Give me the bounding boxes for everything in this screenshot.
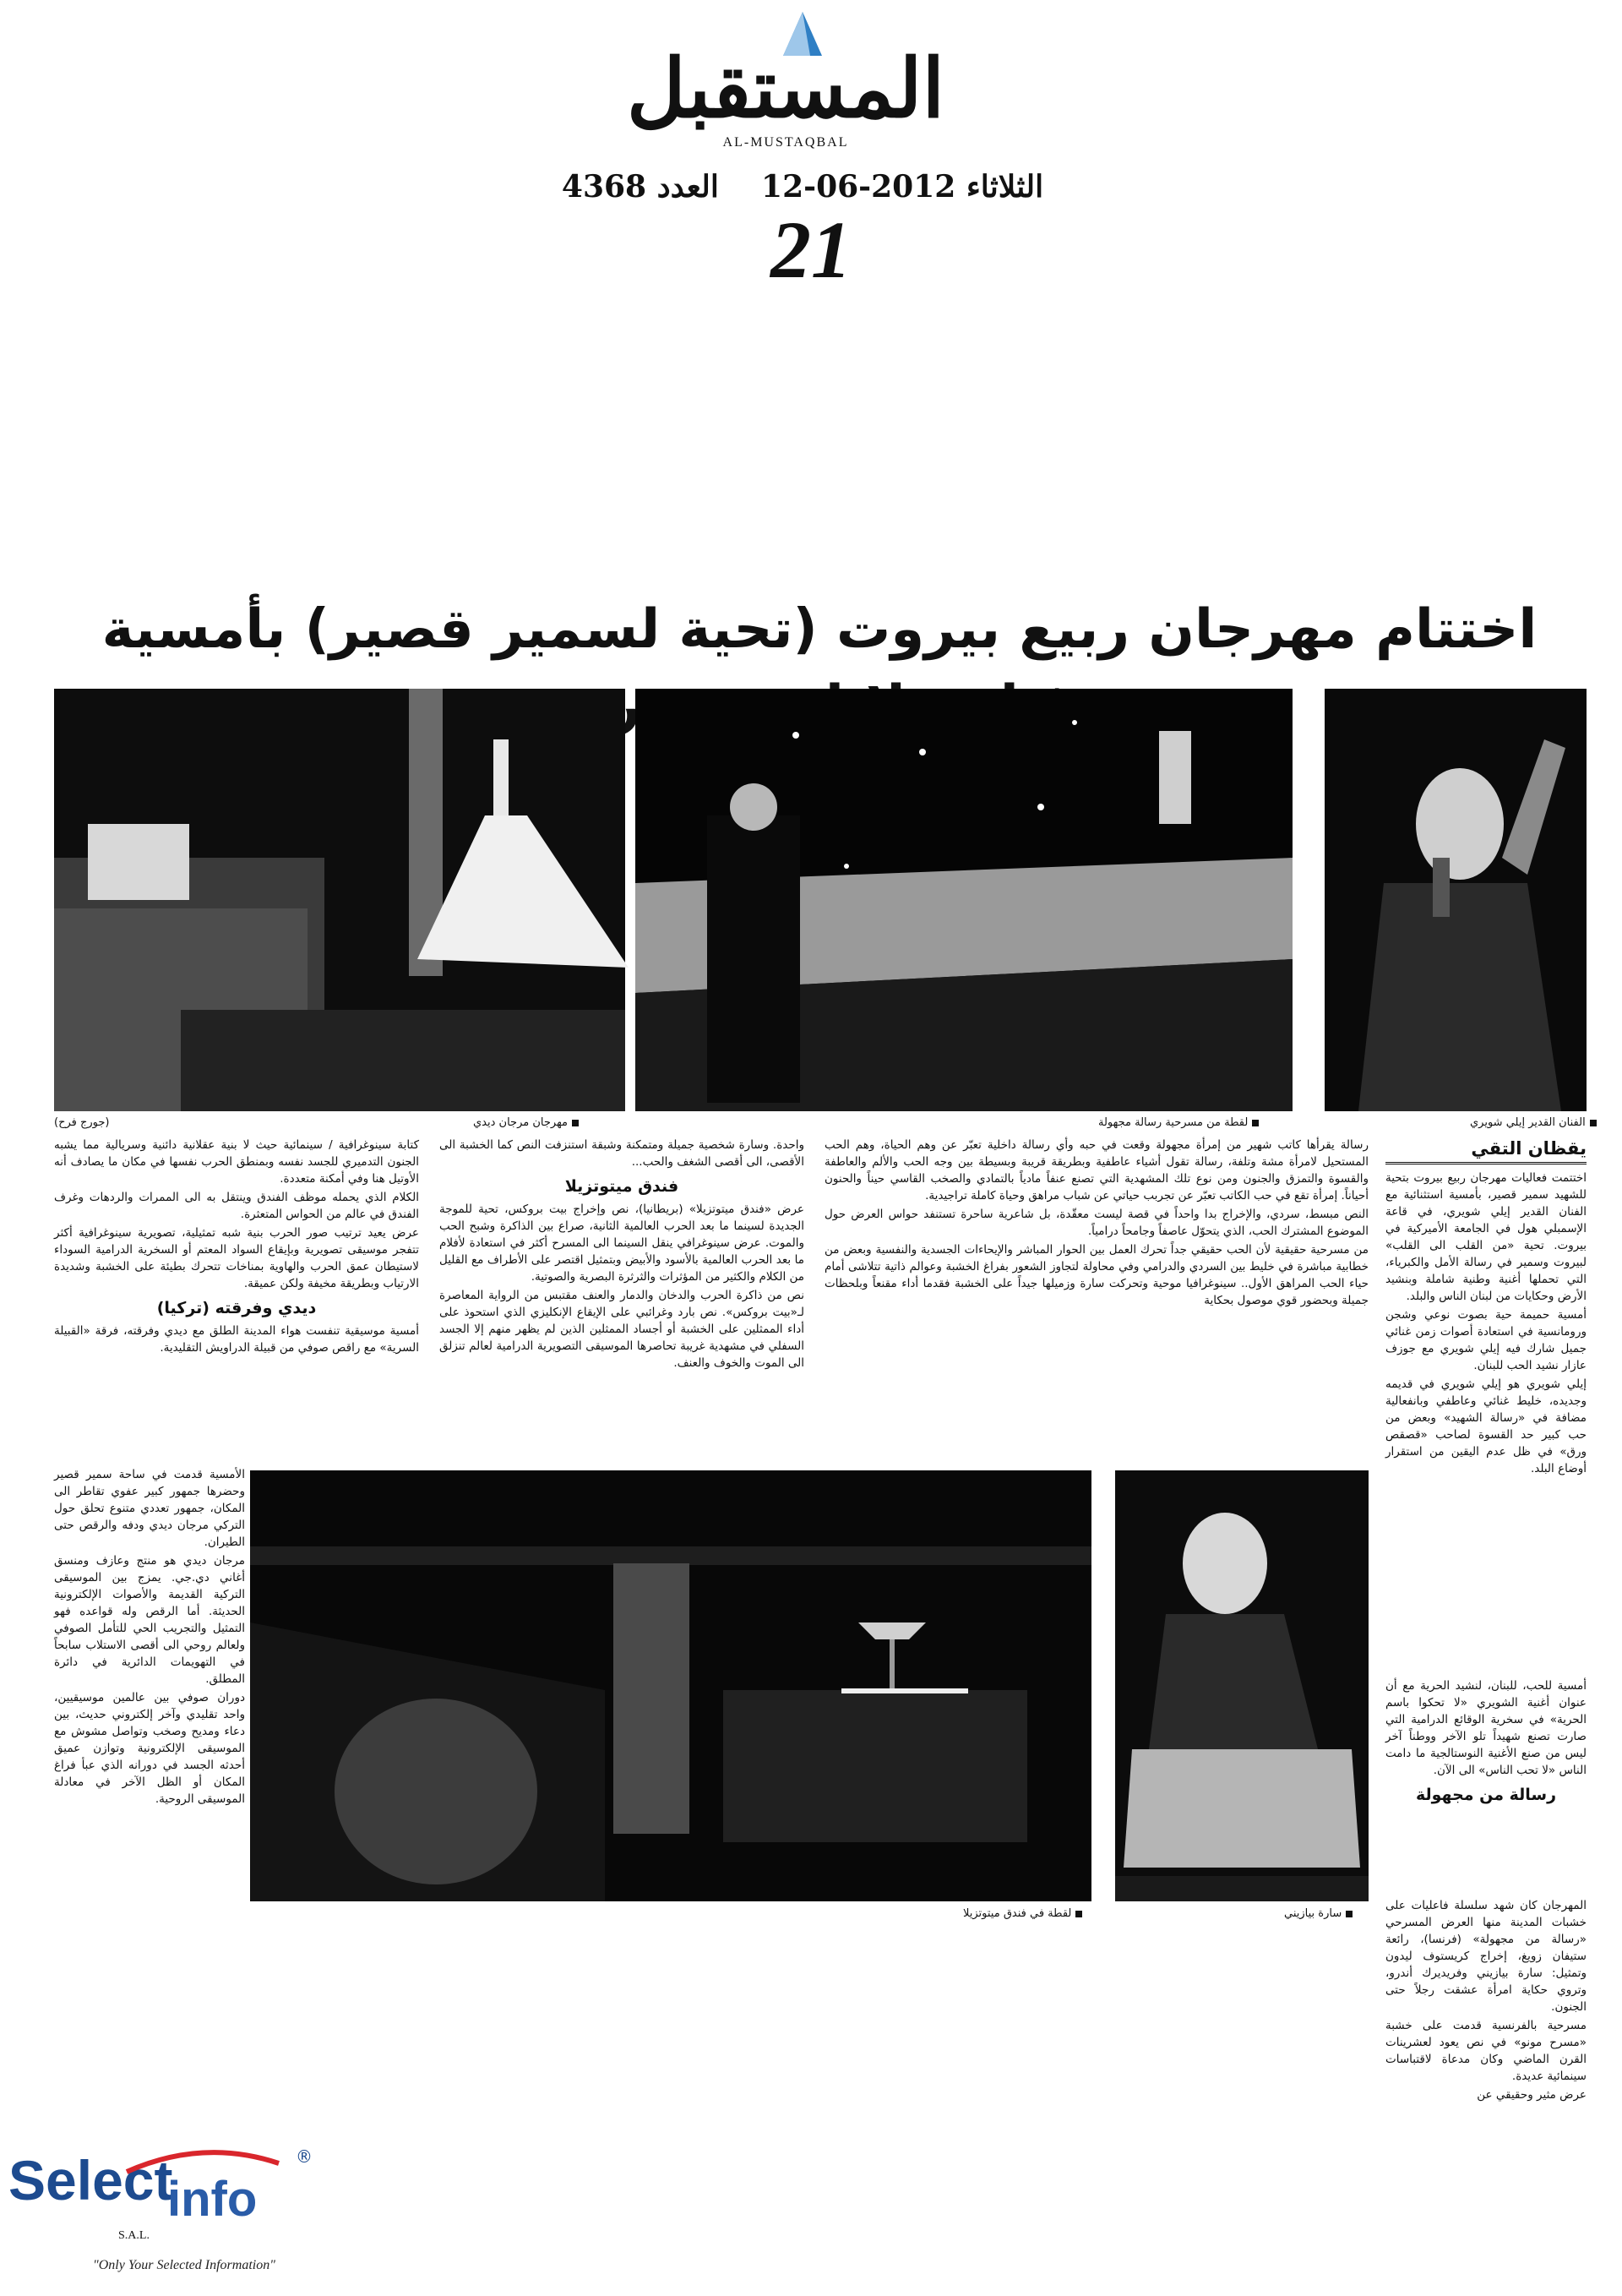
byline: يقظان التقي [1471, 1138, 1587, 1159]
paragraph: دوران صوفي بين عالمين موسيقيين، واحد تقليدي وآخر إلكتروني حديث، بين دعاء ومديح وصخب وتواصل مشوش مع الموسيقى الإلكترونية وتوازن عميق أحدثه الجسد في دورانه الذي عبأ فراغ المكان أو الظل الآخر في معادلة الموسيقى الروحية. [54, 1691, 245, 1806]
bullet-icon [1252, 1120, 1259, 1126]
article-column-3 [439, 1137, 804, 1466]
paragraph: واحدة. وسارة شخصية جميلة ومتمكنة وشبقة استنزفت النص كما الخشبة الى الأقصى، الى أقصى الشغف والحب... [439, 1138, 804, 1169]
photo-elie-choueiri [1325, 689, 1587, 1111]
bullet-icon [1346, 1911, 1353, 1917]
bullet-icon [1590, 1120, 1597, 1126]
logo-registered-mark: ® [296, 2146, 313, 2167]
logo-info-word: info [167, 2172, 258, 2227]
photo-credit: (جورج فرح) [54, 1116, 110, 1129]
bullet-icon [572, 1120, 579, 1126]
issue-date: 12-06-2012 [761, 169, 956, 205]
paragraph: عرض «فندق ميتوتزيلا» (بريطانيا)، نص وإخراج بيت بروكس، تحية للموجة الجديدة لسينما ما بعد الحرب العالمية الثانية، صراع بين الذاكرة وشبح الحب والموت. عرض سينوغرافي ينقل السينما الى المسرح أكثر في استعادة لأفلام ما بعد الحرب العالمية بالأسود والأبيض وبتمثيل اقتصر على الأطراف مع القليل من الكلام والكثير من المؤثرات والثرثرة البصرية والصوتية. [439, 1203, 804, 1284]
photo1-caption: الفنان القدير إيلي شويري [1470, 1115, 1597, 1131]
paragraph: رسالة يقرأها كاتب شهير من إمرأة مجهولة وقعت في حبه وأي رسالة داخلية تعبّر عن وهم الحياة، وهم الحب المستحيل لامرأة مشة وتلفة، رسالة تقول أشياء عاطفية وبطريقة قريبة وبسيطة بين وجه الحب والألم والعاطفة والقسوة والتمزق والجنون ومن نوع تلك المشهدية التي تصنع عنفاً مادياً بالتمادي والصخب القاسي حيناً والحنون أحياناً. إمرأة تقع في حب الكاتب تعبّر عن تجربب حياتي عن شباب مراهق وحياة كاملة تراجيدية. [825, 1138, 1369, 1203]
subheading-anonymous-letter: رسالة من مجهولة [1415, 1786, 1557, 1804]
select-info-logo [8, 2146, 329, 2290]
paragraph: عرض مثير وحقيقي عن [1477, 2088, 1587, 2102]
masthead-title: المستقبل [626, 41, 945, 136]
paragraph: النص مبسط، سردي، والإخراج بدا واحداً في قصة ليست معقّدة، بل شاعرية ساحرة تستنفد حواس العرض حول الموضوع المشترك الحب، الذي يتحوّل عاصفاً وجامحاً درامياً. [825, 1208, 1369, 1238]
paragraph: من مسرحية حقيقية لأن الحب حقيقي جداً تحرك العمل بين الحوار المباشر والإيحاءات الجسدية والنفسية وبعض من خطابية مباشرة في خليط بين السردي والدرامي وفي محاولة لتجاوز الشعور بفراغ الخشبة وعوالم ذاتية تتلاشى أمام حياء الحب المراهق الأول.. سينوغرافيا موحية وتحركت سارة وزميلها جيداً على الخشبة فقدما أداء مقنعاً وبلحظات جميلة وبحضور قوي موصول بحكاية [825, 1243, 1369, 1307]
headline: اختتام مهرجان ربيع بيروت (تحية لسمير قصير) بأمسية [101, 598, 1538, 661]
paragraph: مرجان ديدي هو منتج وعازف ومنسق أغاني دي.جي. يمزج بين الموسيقى التركية القديمة والأصوات الإلكترونية الحديثة. أما الرقص وله قواعده فهو التمثيل والتجريب الحي للتأمل الصوفي ولعالم روحي الى أقصى الاستلاب سابحاً في التهويمات الدائرية في دائرة المطلق. [54, 1554, 245, 1686]
photo5-caption: لقطة في فندق ميتوتزيلا [963, 1906, 1082, 1922]
article-column-4 [54, 1137, 419, 1466]
masthead-latin: AL-MUSTAQBAL [722, 135, 849, 150]
paragraph: أمسية حميمة حية بصوت نوعي وشجن ورومانسية في استعادة أصوات زمن غنائي جميل شارك فيه إيلي شويري مع جوزف عازار نشيد الحب للبنان. [1385, 1308, 1587, 1372]
subheading-didi: ديدي وفرقته (تركيا) [156, 1299, 317, 1317]
masthead [591, 8, 980, 156]
photo2-caption: لقطة من مسرحية رسالة مجهولة [1098, 1115, 1259, 1131]
paragraph: كتابة سينوغرافية / سينمائية حيث لا بنية عقلانية دائنية وسريالية مما يشبه الجنون التدميري للجسد نفسه وبمنطق الحرب نفسها في مكان ما يصادف أنه الأوتيل هنا وفي أمكنة متعددة. [54, 1138, 419, 1186]
paragraph: عرض يعيد ترتيب صور الحرب بنية شبه تمثيلية، تصويرية سينوغرافية أكثر تتفجر موسيقى تصويرية وبإيقاع السواد المعتم أو السخرية الدرامية السوداء لاستيطان عمق الحرب والهاوية بمناخات تتحرك بطيئة على الخشبة وشديدة الارتياب وبطريقة مخيفة ولكن عميقة. [54, 1226, 419, 1290]
paragraph: الأمسية قدمت في ساحة سمير قصير وحضرها جمهور كبير عفوي تقاطر الى المكان، جمهور تعددي متنوع تحلق حول التركي مرجان ديدي ودفه والرقص حتى الطيران. [54, 1468, 245, 1549]
paragraph: المهرجان كان شهد سلسلة فاعليات على خشبات المدينة منها العرض المسرحي «رسالة من مجهولة» (فرنسا)، رائعة ستيفان زويغ، إخراج كريستوف ليدون وتمثيل: سارة بيازيني وفريديرك أندرو، وتروي حكاية امرأة عشقت رجلاً حتى الجنون. [1385, 1899, 1587, 2014]
photo3-caption: مهرجان مرجان ديدي [473, 1115, 579, 1131]
subheading-hotel: فندق ميتوتزيلا [564, 1177, 679, 1196]
article-column-1 [1385, 1137, 1587, 1677]
issue-number: 4368 [561, 169, 647, 205]
paragraph: الكلام الذي يحمله موظف الفندق وينتقل به الى الممرات والردهات وغرف الفندق في عالم من الحواس المتعثرة. [54, 1191, 419, 1221]
issue-date-line [473, 169, 1132, 205]
bullet-icon [1075, 1911, 1082, 1917]
article-column-1-lower [1385, 1677, 1587, 1897]
paragraph: اختتمت فعاليات مهرجان ربيع بيروت بتحية للشهيد سمير قصير، بأمسية استثنائية مع الفنان القدير إيلي شويري، في قاعة الإسمبلي هول في الجامعة الأميركية في بيروت. تحية «من القلب الى القلب» لبيروت وسمير في رسالة الأمل والكبرياء، التي تحملها أغنية وطنية شاملة وبنشيد الأرض وحكايات من لبنان الناس والبلد. [1385, 1171, 1587, 1303]
photo-sara-biasini [1115, 1470, 1369, 1901]
paragraph: أمسية للحب، للبنان، لنشيد الحرية مع أن عنوان أغنية الشويري «لا تحكوا باسم الحرية» في سخرية الوقائع الدرامية التي صارت تصنع شهيداً تلو الآخر ووطناً آخر ليس من صنع الأغنية النوستالجية ما دامت الناس «لا تحب الناس» الى الآن. [1385, 1679, 1587, 1777]
logo-select-word: Select [8, 2149, 173, 2211]
logo-sal: S.A.L. [118, 2229, 150, 2242]
paragraph: مسرحية بالفرنسية قدمت على خشبة «مسرح مونو» في نص يعود لعشرينات القرن الماضي وكان مدعاة لاقتباسات سينمائية عديدة. [1385, 2019, 1587, 2083]
article-column-4b [54, 1466, 245, 1922]
paragraph: إيلي شويري هو إيلي شويري في قديمه وجديده، خليط غنائي وعاطفي وبانفعالية مضافة في «رسالة الشهيد» وبعض من حب كبير حد القسوة لصاحب «قصقص ورق» في ظل عدم اليقين من استقرار أوضاع البلد. [1385, 1377, 1587, 1475]
paragraph: أمسية موسيقية تنفست هواء المدينة الطلق مع ديدي وفرقته، فرقة «القبيلة السرية» مع راقص صوفي من قبيلة الدراويش التقليدية. [54, 1324, 419, 1355]
logo-tagline: "Only Your Selected Information" [93, 2258, 275, 2272]
photo-dervish-dancer [54, 689, 625, 1111]
byline-rule [1385, 1162, 1587, 1164]
page-number: 21 [770, 205, 852, 295]
photo-hotel-scene [250, 1470, 1091, 1901]
photo4-caption: سارة بيازيني [1284, 1906, 1353, 1922]
issue-day: الثلاثاء [966, 169, 1044, 205]
photo-stage-play [635, 689, 1293, 1111]
paragraph: نص من ذاكرة الحرب والدخان والدمار والعنف مقتبس من الرواية المعاصرة لـ«بيت بروكس». نص بارد وغرائبي على الإيقاع الإنكليزي الذي استحوذ على أداء الممثلين على الخشبة أو أجساد الممثلين الذين لم يظهر منهم إلا الجسد السفلي في مشهدية غريبة تحاصرها الموسيقى التصويرية الدرامية لعالم تنزلق الى الموت والخوف والعنف. [439, 1289, 804, 1370]
issue-label: العدد [656, 169, 719, 205]
article-column-1b [1385, 1897, 1587, 2102]
article-column-2 [825, 1137, 1369, 1466]
